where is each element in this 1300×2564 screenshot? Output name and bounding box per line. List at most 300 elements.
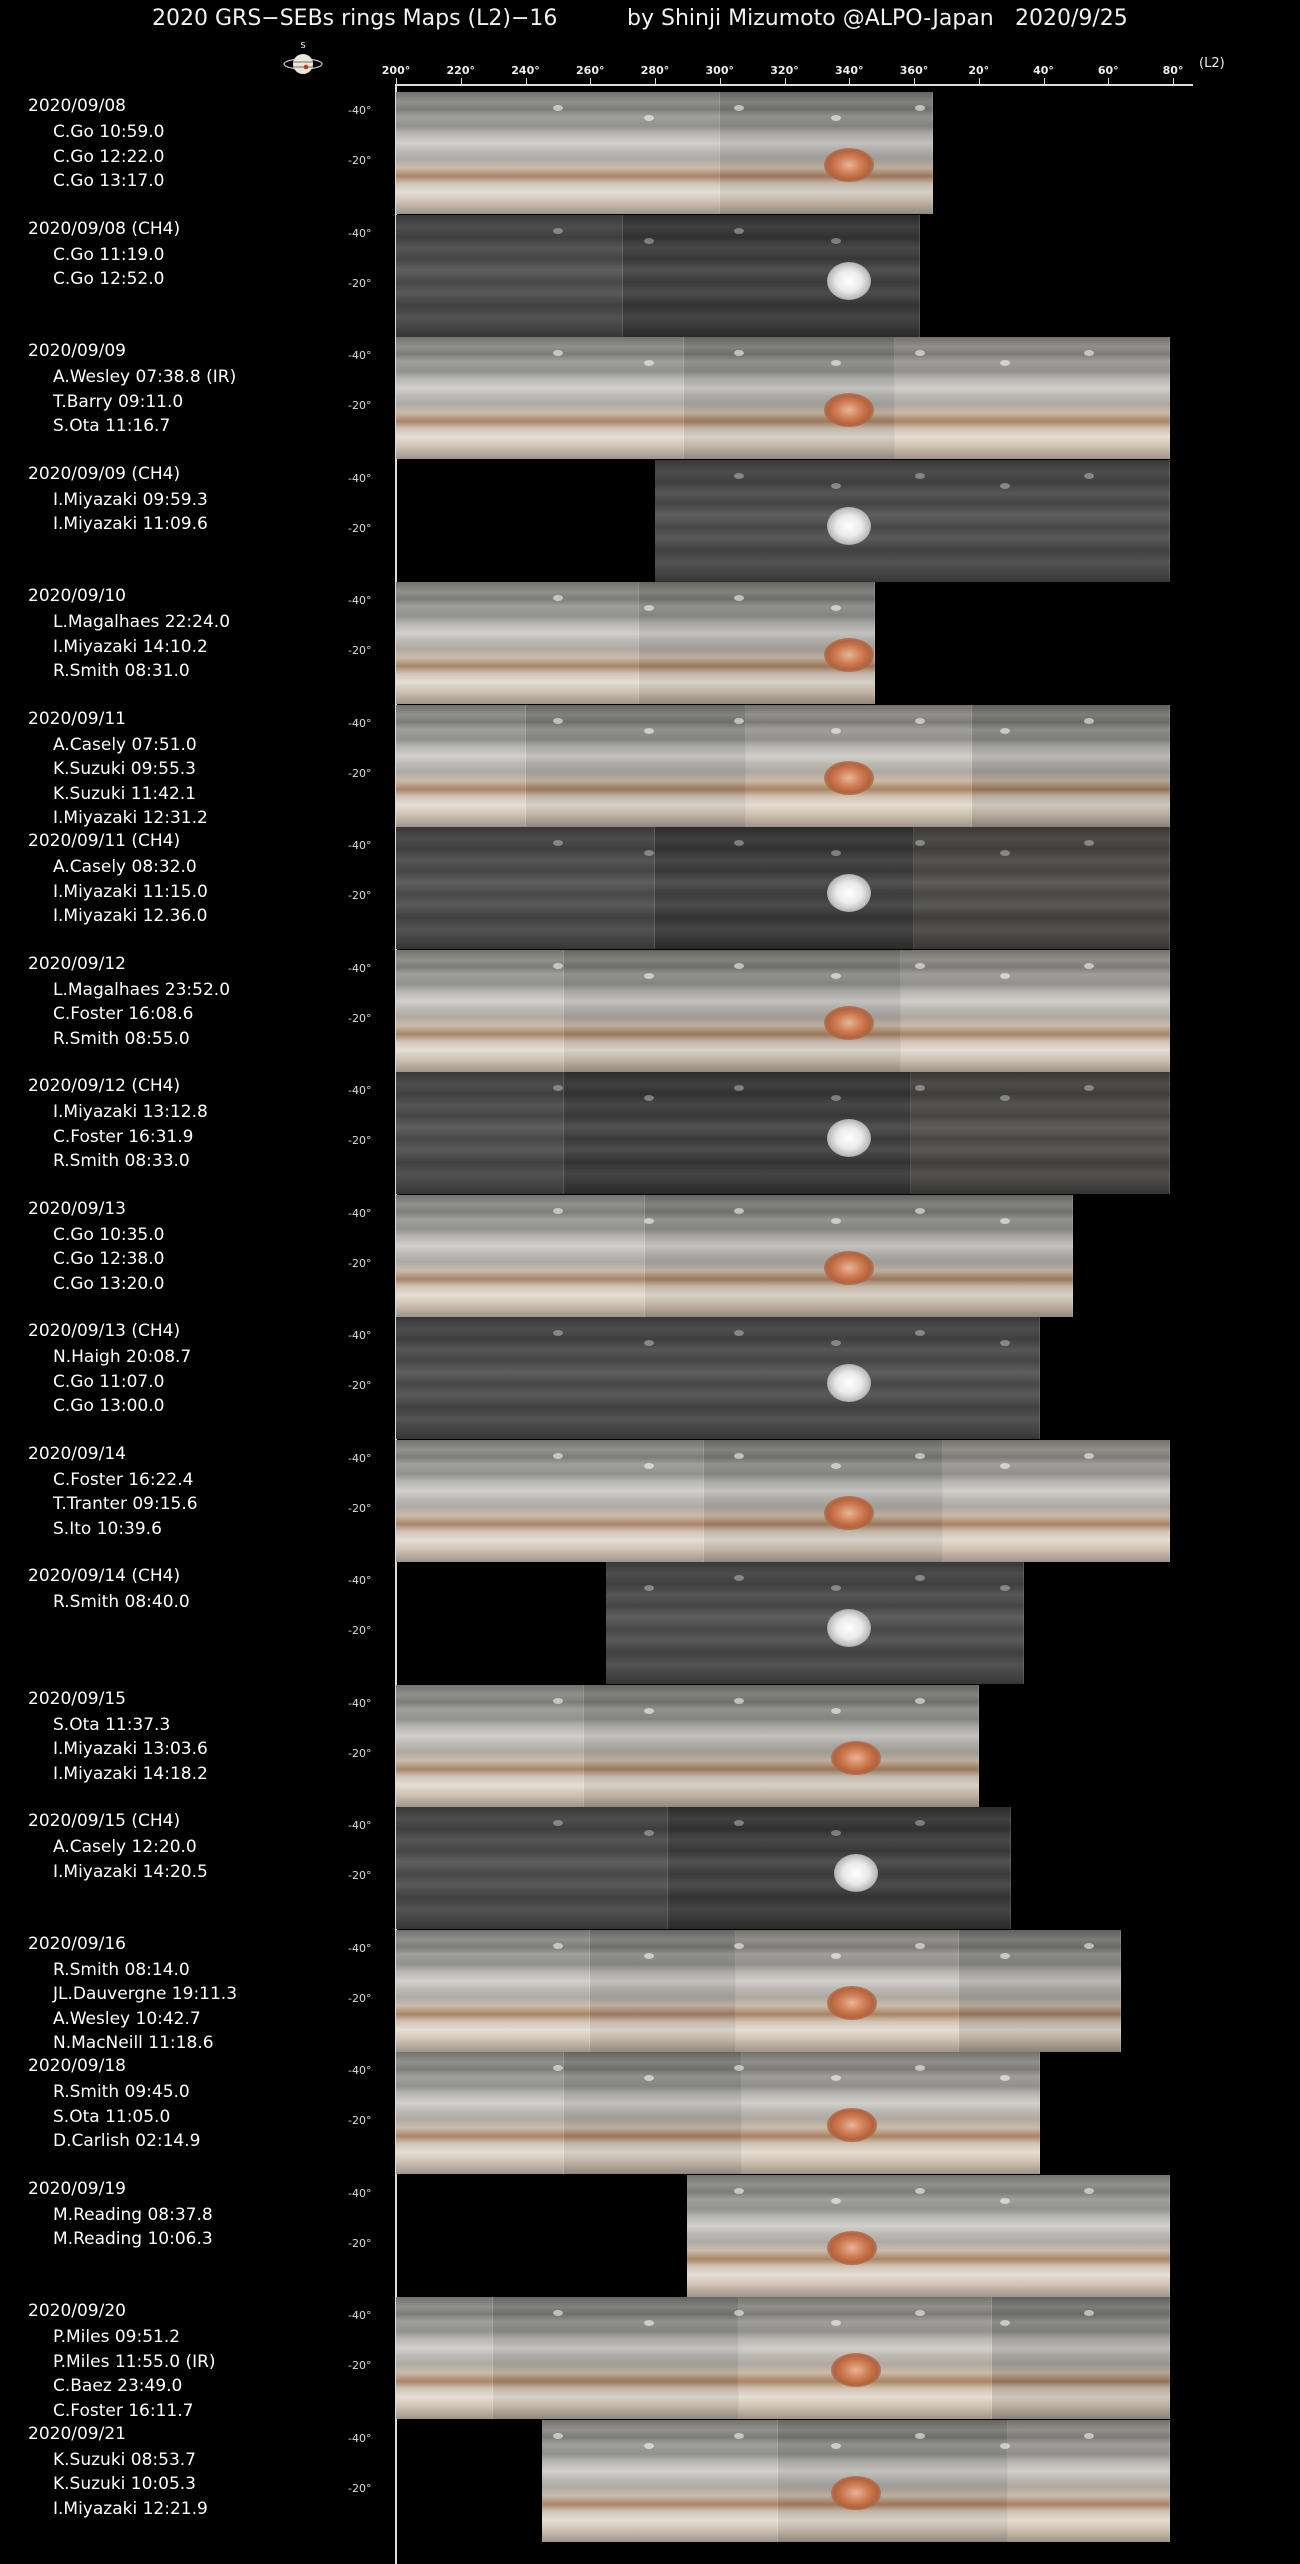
map-row xyxy=(0,1807,1300,1929)
white-oval-mark xyxy=(1000,973,1010,979)
white-oval-mark xyxy=(553,595,563,601)
observer-entry: K.Suzuki 09:55.3 xyxy=(53,759,196,779)
image-segment xyxy=(564,2052,742,2174)
map-row xyxy=(0,460,1300,582)
color-strip-map xyxy=(542,2420,1170,2542)
observer-entry: I.Miyazaki 09:59.3 xyxy=(53,489,208,510)
observation-date: 2020/09/14 xyxy=(28,1443,126,1464)
white-oval-mark xyxy=(553,228,563,234)
map-row xyxy=(0,950,1300,1072)
tick-label: 80° xyxy=(1162,64,1184,77)
white-oval-mark xyxy=(915,105,925,111)
image-segment xyxy=(396,1195,645,1317)
observer-entry: C.Go 11:19.0 xyxy=(53,244,165,265)
tick-mark xyxy=(720,78,721,84)
ch4-strip-map xyxy=(606,1562,1024,1684)
white-oval-mark xyxy=(734,1208,744,1214)
white-oval-mark xyxy=(915,840,925,846)
tick-mark xyxy=(849,78,850,84)
latitude-label: -20° xyxy=(348,1869,372,1882)
observer-entry: C.Foster 16:22.4 xyxy=(53,1469,194,1490)
image-segment xyxy=(778,2420,1008,2542)
white-oval-mark xyxy=(553,1698,563,1704)
white-oval-mark xyxy=(644,605,654,611)
white-oval-mark xyxy=(1000,2320,1010,2326)
color-strip-map xyxy=(396,1440,1170,1562)
white-oval-mark xyxy=(1084,2433,1094,2439)
white-oval-mark xyxy=(831,2443,841,2449)
image-segment xyxy=(396,1072,564,1194)
observer-entry: K.Suzuki 10:05.3 xyxy=(53,2474,196,2494)
image-segment xyxy=(742,2052,1040,2174)
latitude-label: -40° xyxy=(348,1941,372,1955)
white-oval-mark xyxy=(734,473,744,479)
tick-mark xyxy=(590,78,591,84)
image-segment xyxy=(655,460,1170,582)
white-oval-mark xyxy=(644,1463,654,1469)
latitude-label: -20° xyxy=(348,276,372,290)
latitude-label: -40° xyxy=(348,1696,372,1710)
white-oval-mark xyxy=(644,1095,654,1101)
image-segment xyxy=(396,215,623,337)
white-oval-mark xyxy=(915,2433,925,2439)
white-oval-mark xyxy=(915,2188,925,2194)
white-oval-mark xyxy=(644,2075,654,2081)
white-oval-mark xyxy=(644,115,654,121)
image-segment xyxy=(606,1562,1024,1684)
white-oval-mark xyxy=(1000,850,1010,856)
observation-date: 2020/09/20 xyxy=(28,2301,126,2321)
white-oval-mark xyxy=(915,2310,925,2316)
great-red-spot xyxy=(827,1986,877,2020)
white-oval-mark xyxy=(1000,1340,1010,1346)
map-row xyxy=(0,2420,1300,2542)
white-oval-mark xyxy=(1084,1085,1094,1091)
image-segment xyxy=(396,1440,704,1562)
white-oval-mark xyxy=(1000,1218,1010,1224)
tick-mark xyxy=(785,78,786,84)
observer-entry: C.Go 13:00.0 xyxy=(53,1396,165,1416)
tick-mark xyxy=(655,78,656,84)
observer-entry: R.Smith 08:33.0 xyxy=(53,1151,190,1171)
tick-label: 240° xyxy=(511,64,540,77)
white-oval-mark xyxy=(644,1218,654,1224)
ch4-strip-map xyxy=(396,1807,1011,1929)
observation-date: 2020/09/13 (CH4) xyxy=(28,1321,181,1341)
great-red-spot xyxy=(824,393,874,427)
white-oval-mark xyxy=(831,2320,841,2326)
white-oval-mark xyxy=(1084,963,1094,969)
observer-entry: C.Go 13:20.0 xyxy=(53,1273,165,1294)
latitude-label: -40° xyxy=(348,1819,372,1832)
observation-date: 2020/09/08 (CH4) xyxy=(28,218,181,239)
tick-mark xyxy=(526,78,527,84)
latitude-label: -20° xyxy=(348,2359,372,2372)
white-oval-mark xyxy=(553,1085,563,1091)
axis-unit-label: (L2) xyxy=(1199,56,1225,71)
white-oval-mark xyxy=(831,850,841,856)
color-strip-map xyxy=(396,1930,1121,2052)
observer-entry: K.Suzuki 11:42.1 xyxy=(53,783,196,804)
white-oval-mark xyxy=(831,605,841,611)
observer-entry: A.Wesley 07:38.8 (IR) xyxy=(53,367,237,387)
latitude-label: -20° xyxy=(348,2481,372,2495)
great-red-spot xyxy=(824,148,874,182)
white-oval-mark xyxy=(831,1340,841,1346)
map-row xyxy=(0,2175,1300,2297)
latitude-label: -20° xyxy=(348,766,372,780)
latitude-label: -40° xyxy=(348,961,372,975)
observer-entry: M.Reading 08:37.8 xyxy=(53,2204,213,2225)
latitude-label: -20° xyxy=(348,2114,372,2127)
observer-list xyxy=(53,1958,237,2056)
image-segment xyxy=(687,2175,1169,2297)
latitude-label: -20° xyxy=(348,644,372,657)
white-oval-mark xyxy=(915,963,925,969)
color-strip-map xyxy=(396,1195,1073,1317)
white-oval-mark xyxy=(734,1820,744,1826)
tick-mark xyxy=(396,78,397,84)
latitude-label: -20° xyxy=(348,1134,372,1147)
image-segment xyxy=(901,950,1170,1072)
white-oval-mark xyxy=(734,228,744,234)
observation-date: 2020/09/15 (CH4) xyxy=(28,1811,181,1831)
observer-entry: C.Go 11:07.0 xyxy=(53,1371,165,1392)
observer-list xyxy=(53,488,208,537)
tick-mark xyxy=(979,78,980,84)
observation-date: 2020/09/14 (CH4) xyxy=(28,1566,181,1586)
observer-entry: R.Smith 08:14.0 xyxy=(53,1959,190,1980)
white-oval-mark xyxy=(1084,718,1094,724)
white-oval-mark xyxy=(553,105,563,111)
observer-entry: I.Miyazaki 11:15.0 xyxy=(53,881,208,902)
image-segment xyxy=(396,2297,493,2419)
white-oval-mark xyxy=(734,2433,744,2439)
observer-entry: I.Miyazaki 14:10.2 xyxy=(53,636,208,657)
image-segment xyxy=(943,1440,1170,1562)
white-oval-mark xyxy=(1000,2198,1010,2204)
great-red-spot xyxy=(831,2353,881,2387)
observer-entry: L.Magalhaes 22:24.0 xyxy=(53,612,231,632)
color-strip-map xyxy=(396,92,933,214)
image-segment xyxy=(396,2052,564,2174)
white-oval-mark xyxy=(734,350,744,356)
white-oval-mark xyxy=(1084,2310,1094,2316)
white-oval-mark xyxy=(1000,483,1010,489)
observer-entry: I.Miyazaki 11:09.6 xyxy=(53,514,208,534)
white-oval-mark xyxy=(734,963,744,969)
white-oval-mark xyxy=(1000,1095,1010,1101)
white-oval-mark xyxy=(644,1953,654,1959)
white-oval-mark xyxy=(644,1585,654,1591)
map-row xyxy=(0,337,1300,459)
latitude-label: -40° xyxy=(348,839,372,852)
observation-date: 2020/09/19 xyxy=(28,2178,126,2199)
map-row xyxy=(0,827,1300,949)
observer-list xyxy=(53,1223,164,1297)
great-red-spot xyxy=(834,1854,878,1892)
observer-entry: K.Suzuki 08:53.7 xyxy=(53,2449,196,2470)
observer-entry: L.Magalhaes 23:52.0 xyxy=(53,979,231,1000)
color-strip-map xyxy=(396,2297,1170,2419)
observer-entry: S.Ito 10:39.6 xyxy=(53,1518,162,1539)
tick-mark xyxy=(1044,78,1045,84)
observer-entry: A.Wesley 10:42.7 xyxy=(53,2008,201,2029)
white-oval-mark xyxy=(915,718,925,724)
map-row xyxy=(0,215,1300,337)
white-oval-mark xyxy=(915,473,925,479)
white-oval-mark xyxy=(1000,2075,1010,2081)
white-oval-mark xyxy=(644,850,654,856)
image-segment xyxy=(959,1930,1121,2052)
white-oval-mark xyxy=(915,1208,925,1214)
great-red-spot xyxy=(827,262,871,300)
observer-list xyxy=(53,1345,191,1419)
white-oval-mark xyxy=(734,595,744,601)
white-oval-mark xyxy=(915,1943,925,1949)
image-segment xyxy=(623,215,921,337)
white-oval-mark xyxy=(831,2198,841,2204)
observer-entry: A.Casely 07:51.0 xyxy=(53,734,197,755)
white-oval-mark xyxy=(915,2065,925,2071)
observer-entry: R.Smith 08:55.0 xyxy=(53,1028,190,1049)
white-oval-mark xyxy=(915,1820,925,1826)
observer-list xyxy=(53,1590,190,1615)
latitude-label: -40° xyxy=(348,2186,372,2200)
latitude-label: -40° xyxy=(348,2431,372,2445)
tick-label: 60° xyxy=(1097,64,1119,77)
map-row xyxy=(0,2297,1300,2419)
white-oval-mark xyxy=(734,1575,744,1581)
white-oval-mark xyxy=(644,1708,654,1714)
ch4-strip-map xyxy=(396,1317,1040,1439)
observation-date: 2020/09/11 xyxy=(28,708,126,729)
great-red-spot xyxy=(824,1496,874,1530)
white-oval-mark xyxy=(644,1340,654,1346)
tick-mark xyxy=(1173,78,1174,84)
observer-entry: P.Miles 11:55.0 (IR) xyxy=(53,2351,216,2372)
tick-mark xyxy=(1108,78,1109,84)
image-segment xyxy=(590,1930,736,2052)
observer-entry: N.Haigh 20:08.7 xyxy=(53,1347,192,1367)
white-oval-mark xyxy=(915,1330,925,1336)
observer-entry: C.Baez 23:49.0 xyxy=(53,2376,183,2396)
latitude-label: -40° xyxy=(348,1451,372,1465)
white-oval-mark xyxy=(915,1085,925,1091)
observer-list xyxy=(53,1835,208,1884)
white-oval-mark xyxy=(831,1218,841,1224)
tick-label: 320° xyxy=(770,64,799,77)
observer-entry: I.Miyazaki 13:12.8 xyxy=(53,1102,208,1122)
jupiter-south-up-icon xyxy=(282,40,324,82)
color-strip-map xyxy=(396,705,1170,827)
white-oval-mark xyxy=(553,1330,563,1336)
observation-date: 2020/09/15 xyxy=(28,1688,126,1709)
latitude-label: -40° xyxy=(348,716,372,730)
white-oval-mark xyxy=(831,1830,841,1836)
color-strip-map xyxy=(687,2175,1169,2297)
observation-date: 2020/09/13 xyxy=(28,1198,126,1219)
observer-entry: R.Smith 09:45.0 xyxy=(53,2082,190,2102)
tick-label: 220° xyxy=(446,64,475,77)
observer-entry: C.Go 12:38.0 xyxy=(53,1249,165,1269)
tick-label: 300° xyxy=(705,64,734,77)
white-oval-mark xyxy=(1084,1453,1094,1459)
tick-label: 340° xyxy=(835,64,864,77)
tick-label: 200° xyxy=(381,64,411,77)
observer-list xyxy=(53,2325,216,2423)
white-oval-mark xyxy=(553,1453,563,1459)
image-segment xyxy=(992,2297,1170,2419)
map-row xyxy=(0,1685,1300,1807)
tick-label: 360° xyxy=(899,64,929,77)
color-strip-map xyxy=(396,950,1170,1072)
white-oval-mark xyxy=(734,1698,744,1704)
longitude-axis-line xyxy=(396,84,1193,86)
white-oval-mark xyxy=(644,2320,654,2326)
white-oval-mark xyxy=(734,840,744,846)
image-segment xyxy=(396,337,684,459)
image-segment xyxy=(396,1807,668,1929)
white-oval-mark xyxy=(831,1585,841,1591)
map-row xyxy=(0,92,1300,214)
observer-list xyxy=(53,855,208,929)
white-oval-mark xyxy=(553,1943,563,1949)
observer-entry: I.Miyazaki 13:03.6 xyxy=(53,1739,208,1759)
observation-date: 2020/09/09 (CH4) xyxy=(28,463,181,484)
observer-entry: A.Casely 12:20.0 xyxy=(53,1837,197,1857)
white-oval-mark xyxy=(1000,1585,1010,1591)
observer-entry: JL.Dauvergne 19:11.3 xyxy=(53,1984,238,2004)
white-oval-mark xyxy=(734,2310,744,2316)
header xyxy=(0,0,1300,44)
tick-mark xyxy=(461,78,462,84)
image-segment xyxy=(396,1930,590,2052)
white-oval-mark xyxy=(1000,2443,1010,2449)
latitude-label: -20° xyxy=(348,1991,372,2005)
white-oval-mark xyxy=(1084,2188,1094,2194)
image-segment xyxy=(895,337,1170,459)
image-segment xyxy=(493,2297,739,2419)
white-oval-mark xyxy=(915,1575,925,1581)
white-oval-mark xyxy=(644,728,654,734)
latitude-label: -20° xyxy=(348,1624,372,1637)
white-oval-mark xyxy=(644,973,654,979)
observer-entry: I.Miyazaki 12:21.9 xyxy=(53,2498,208,2519)
color-strip-map xyxy=(396,1685,979,1807)
white-oval-mark xyxy=(831,973,841,979)
latitude-label: -20° xyxy=(348,399,372,412)
observation-date: 2020/09/16 xyxy=(28,1933,126,1954)
ch4-strip-map xyxy=(655,460,1170,582)
white-oval-mark xyxy=(1084,1943,1094,1949)
latitude-label: -20° xyxy=(348,1379,372,1392)
observer-list xyxy=(53,365,236,439)
white-oval-mark xyxy=(831,728,841,734)
map-row xyxy=(0,1562,1300,1684)
white-oval-mark xyxy=(734,1330,744,1336)
white-oval-mark xyxy=(831,1463,841,1469)
observer-list xyxy=(53,733,208,831)
latitude-label: -20° xyxy=(348,1746,372,1760)
great-red-spot xyxy=(824,1006,874,1040)
tick-mark xyxy=(914,78,915,84)
image-segment xyxy=(396,582,639,704)
latitude-label: -40° xyxy=(348,594,372,607)
great-red-spot xyxy=(827,1119,871,1157)
observation-date: 2020/09/09 xyxy=(28,341,126,361)
image-segment xyxy=(396,705,526,827)
white-oval-mark xyxy=(1000,1953,1010,1959)
white-oval-mark xyxy=(1084,350,1094,356)
image-segment xyxy=(972,705,1169,827)
observer-entry: I.Miyazaki 12:31.2 xyxy=(53,808,208,828)
sheet-date: 2020/9/25 xyxy=(1015,6,1128,31)
observation-date: 2020/09/10 xyxy=(28,586,126,606)
observer-entry: S.Ota 11:05.0 xyxy=(53,2106,171,2127)
map-row xyxy=(0,1440,1300,1562)
white-oval-mark xyxy=(915,1698,925,1704)
map-row xyxy=(0,2052,1300,2174)
latitude-label: -40° xyxy=(348,2064,372,2077)
south-marker-label: S xyxy=(300,41,306,50)
white-oval-mark xyxy=(734,1453,744,1459)
latitude-label: -20° xyxy=(348,1501,372,1515)
observer-entry: A.Casely 08:32.0 xyxy=(53,857,197,877)
white-oval-mark xyxy=(553,2310,563,2316)
white-oval-mark xyxy=(734,2188,744,2194)
observer-entry: T.Barry 09:11.0 xyxy=(53,391,184,412)
observer-entry: M.Reading 10:06.3 xyxy=(53,2229,213,2249)
white-oval-mark xyxy=(1000,360,1010,366)
latitude-label: -20° xyxy=(348,889,372,902)
observer-list xyxy=(53,2448,208,2522)
white-oval-mark xyxy=(553,840,563,846)
image-segment xyxy=(396,1317,1040,1439)
great-red-spot xyxy=(824,761,874,795)
great-red-spot xyxy=(827,1364,871,1402)
latitude-label: -40° xyxy=(348,1574,372,1587)
map-row xyxy=(0,1930,1300,2052)
latitude-label: -20° xyxy=(348,1256,372,1270)
map-row xyxy=(0,1072,1300,1194)
observation-date: 2020/09/21 xyxy=(28,2423,126,2444)
map-row xyxy=(0,1317,1300,1439)
white-oval-mark xyxy=(1000,728,1010,734)
latitude-label: -40° xyxy=(348,1084,372,1097)
image-segment xyxy=(542,2420,778,2542)
latitude-label: -40° xyxy=(348,1329,372,1342)
observer-list xyxy=(53,1100,208,1174)
white-oval-mark xyxy=(831,1708,841,1714)
white-oval-mark xyxy=(553,963,563,969)
latitude-label: -40° xyxy=(348,471,372,485)
observation-date: 2020/09/08 xyxy=(28,96,126,116)
latitude-label: -40° xyxy=(348,226,372,240)
ch4-strip-map xyxy=(396,827,1170,949)
observer-entry: C.Foster 16:31.9 xyxy=(53,1126,194,1147)
white-oval-mark xyxy=(831,360,841,366)
tick-label: 280° xyxy=(640,64,670,77)
latitude-label: -20° xyxy=(348,521,372,535)
observer-entry: C.Go 10:35.0 xyxy=(53,1224,165,1245)
white-oval-mark xyxy=(553,2433,563,2439)
ch4-strip-map xyxy=(396,215,920,337)
image-segment xyxy=(914,827,1170,949)
image-segment xyxy=(655,827,914,949)
observer-entry: T.Tranter 09:15.6 xyxy=(53,1494,198,1514)
ch4-strip-map xyxy=(396,1072,1170,1194)
